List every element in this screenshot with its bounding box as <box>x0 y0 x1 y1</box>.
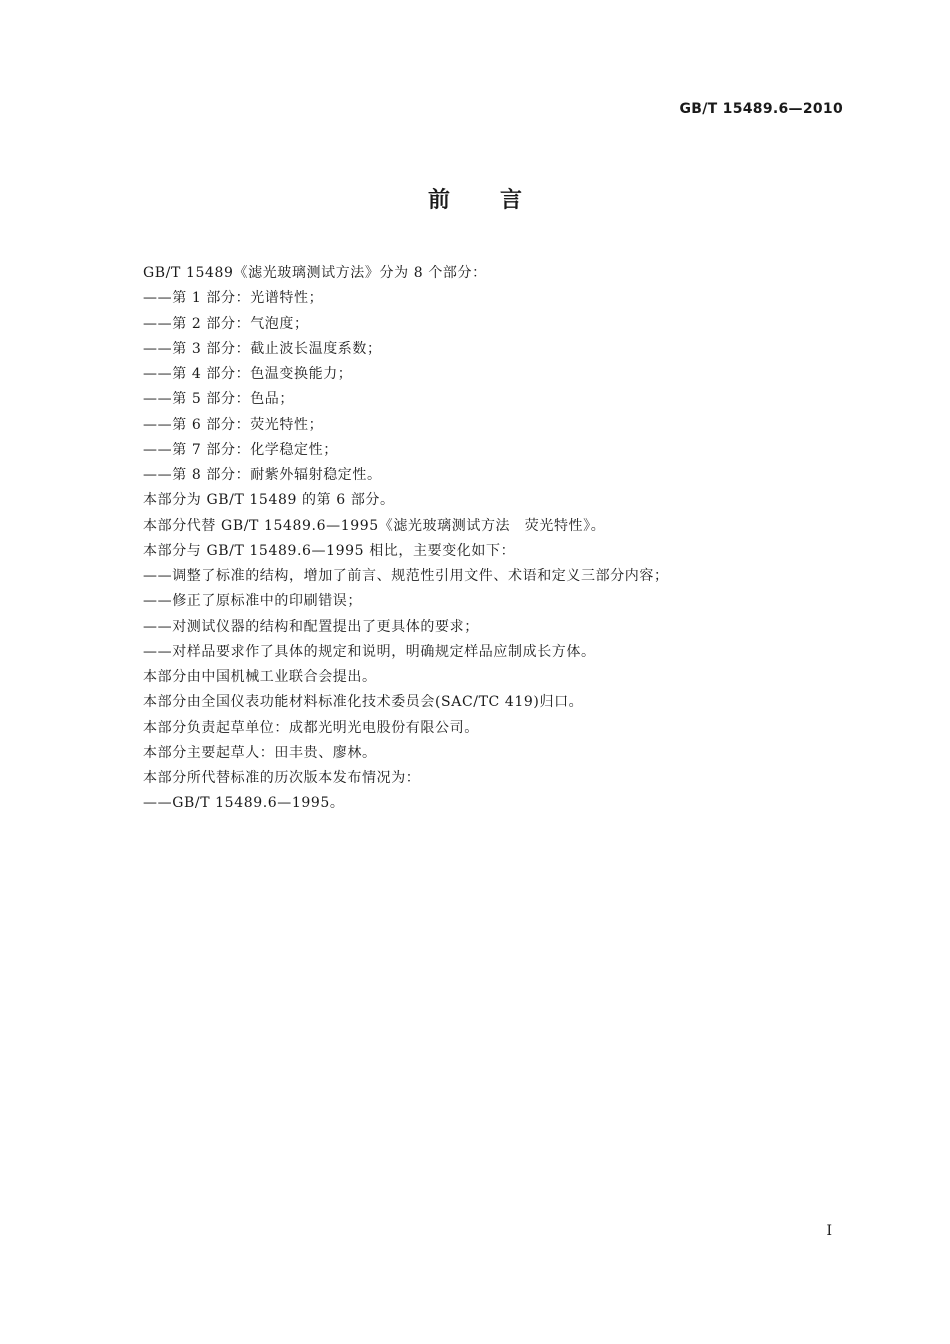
body-line: 本部分所代替标准的历次版本发布情况为： <box>143 770 421 786</box>
body-line: ——调整了标准的结构，增加了前言、规范性引用文件、术语和定义三部分内容； <box>143 568 669 584</box>
body-line: ——第 2 部分：气泡度； <box>143 315 309 332</box>
body-line: ——第 6 部分：荧光特性； <box>143 416 324 433</box>
body-line: ——对样品要求作了具体的规定和说明，明确规定样品应制成长方体。 <box>143 643 596 660</box>
body-line: ——第 4 部分：色温变换能力； <box>143 366 353 382</box>
body-line: ——第 1 部分：光谱特性； <box>143 290 324 307</box>
page-title: 前言 <box>427 188 572 213</box>
body-line: ——GB/T 15489.6—1995。 <box>143 795 345 812</box>
body-line: 本部分主要起草人：田丰贵、廖林。 <box>143 744 377 761</box>
body-line: ——第 7 部分：化学稳定性； <box>143 441 338 458</box>
preface-body <box>143 261 863 817</box>
body-line: 本部分由全国仪表功能材料标准化技术委员会(SAC/TC 419)归口。 <box>143 694 584 711</box>
body-line: GB/T 15489《滤光玻璃测试方法》分为 8 个部分： <box>143 265 487 281</box>
body-line: 本部分为 GB/T 15489 的第 6 部分。 <box>143 492 395 509</box>
body-line: 本部分由中国机械工业联合会提出。 <box>143 669 377 685</box>
body-line: 本部分与 GB/T 15489.6—1995 相比，主要变化如下： <box>143 542 516 559</box>
page-number: I <box>826 1223 832 1239</box>
body-line: ——第 5 部分：色品； <box>143 391 295 408</box>
standard-code: GB/T 15489.6—2010 <box>679 101 843 117</box>
body-line: ——第 8 部分：耐紫外辐射稳定性。 <box>143 467 382 483</box>
body-line: ——对测试仪器的结构和配置提出了更具体的要求； <box>143 618 479 635</box>
body-line: ——第 3 部分：截止波长温度系数； <box>143 340 382 357</box>
body-line: ——修正了原标准中的印刷错误； <box>143 593 362 610</box>
body-line: 本部分负责起草单位：成都光明光电股份有限公司。 <box>143 719 479 736</box>
body-line: 本部分代替 GB/T 15489.6—1995《滤光玻璃测试方法 荧光特性》。 <box>143 517 606 534</box>
